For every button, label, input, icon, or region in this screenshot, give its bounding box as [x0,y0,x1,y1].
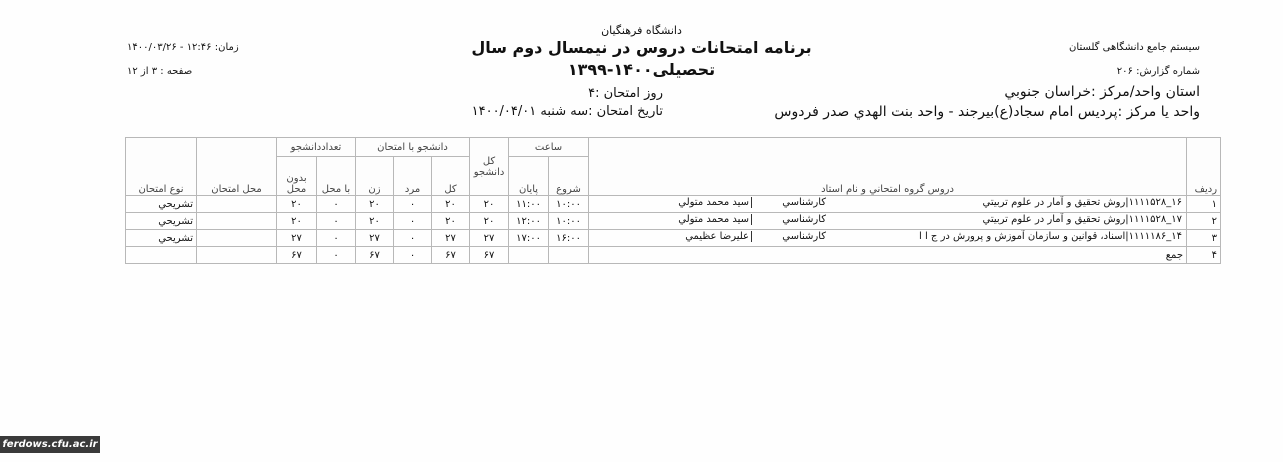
report-title-line1: برنامه امتحانات دروس در نیمسال دوم سال [471,38,812,57]
exam-schedule-table [125,137,1221,264]
start-time: ۱۶:۰۰ [549,230,589,247]
header-with-place: با محل [317,157,356,196]
row-no: ۴ [1187,247,1221,264]
sum-total-students: ۶۷ [470,247,509,264]
start-time: ۱۰:۰۰ [549,213,589,230]
header-course: دروس گروه امتحاني و نام استاد [589,138,1187,196]
header-total: کل [432,157,470,196]
without-place-count: ۲۰ [277,213,317,230]
exam-date-label: تاریخ امتحان :سه شنبه ۱۴۰۰/۰۴/۰۱ [471,104,663,119]
course-name: ۱۷_۱۱۱۱۵۲۸|روش تحقيق و آمار در علوم تربيتي [982,214,1183,225]
exam-type: تشريحي [126,196,197,213]
with-place-count: ۰ [317,230,356,247]
end-time [509,247,549,264]
exam-type: تشريحي [126,230,197,247]
course-cell [589,196,1187,213]
total: ۲۰ [432,213,470,230]
with-place-count: ۰ [317,196,356,213]
header-row-no: رديف [1187,138,1221,196]
total: ۲۷ [432,230,470,247]
exam-place [197,196,277,213]
report-number: شماره گزارش: ۲۰۶ [1116,66,1200,77]
sum-female: ۶۷ [356,247,394,264]
end-time: ۱۷:۰۰ [509,230,549,247]
total: ۲۰ [432,196,470,213]
report-title-line2: تحصیلی۱۴۰۰-۱۳۹۹ [567,60,716,79]
professor-name: سيد محمد متولي [678,197,752,208]
header-exam-type: نوع امتحان [126,138,197,196]
without-place-count: ۲۷ [277,230,317,247]
sum-with-place: ۰ [317,247,356,264]
course-name: ۱۶_۱۱۱۱۵۲۸|روش تحقيق و آمار در علوم تربيتي [982,197,1183,208]
total-students: ۲۰ [470,196,509,213]
exam-place [197,230,277,247]
with-place-count: ۰ [317,213,356,230]
course-name: ۱۴_۱۱۱۱۱۸۶|اسناد، قوانين و سازمان آموزش و پرورش در ج ا ا [919,231,1183,242]
university-name: دانشگاه فرهنگیان [601,24,682,37]
female-count: ۲۷ [356,230,394,247]
total-students: ۲۰ [470,213,509,230]
course-degree: کارشناسي [782,214,827,225]
exam-type [126,247,197,264]
header-total-students: کل دانشجو [470,138,509,196]
female-count: ۲۰ [356,213,394,230]
page-info: صفحه : ۳ از ۱۲ [127,66,193,77]
unit-label: واحد یا مرکز :پرديس امام سجاد(ع)بيرجند - واحد بنت الهدي صدر فردوس [774,104,1200,120]
male-count: ۰ [394,230,432,247]
header-female: زن [356,157,394,196]
row-no: ۲ [1187,213,1221,230]
total-students: ۲۷ [470,230,509,247]
system-name: سیستم جامع دانشگاهی گلستان [1069,42,1200,53]
start-time: ۱۰:۰۰ [549,196,589,213]
sum-row [126,247,1221,264]
start-time [549,247,589,264]
header-end: پايان [509,157,549,196]
sum-total: ۶۷ [432,247,470,264]
report-time: زمان: ۱۲:۴۶ - ۱۴۰۰/۰۳/۲۶ [127,42,239,53]
professor-name: عليرضا عظيمي [685,231,752,242]
end-time: ۱۲:۰۰ [509,213,549,230]
exam-place [197,247,277,264]
table-row [126,196,1221,213]
header-exam-place: محل امتحان [197,138,277,196]
exam-day-label: روز امتحان :۴ [588,86,663,101]
header-without-place: بدون محل [277,157,317,196]
table-row [126,213,1221,230]
course-degree: کارشناسي [782,197,827,208]
end-time: ۱۱:۰۰ [509,196,549,213]
exam-type: تشريحي [126,213,197,230]
course-cell [589,230,1187,247]
header-row-1 [126,138,1221,157]
header-student-count: تعداددانشجو [277,138,356,157]
row-no: ۳ [1187,230,1221,247]
male-count: ۰ [394,213,432,230]
header-time-group: ساعت [509,138,589,157]
sum-label: جمع [589,247,1187,264]
header-students-with-exam: دانشجو با امتحان [356,138,470,157]
course-degree: کارشناسي [782,231,827,242]
male-count: ۰ [394,196,432,213]
header-start: شروع [549,157,589,196]
row-no: ۱ [1187,196,1221,213]
footer-site-watermark: ferdows.cfu.ac.ir [0,436,100,453]
without-place-count: ۲۰ [277,196,317,213]
sum-male: ۰ [394,247,432,264]
table-row [126,230,1221,247]
course-cell [589,213,1187,230]
province-label: استان واحد/مرکز :خراسان جنوبي [1004,84,1200,100]
female-count: ۲۰ [356,196,394,213]
exam-place [197,213,277,230]
sum-without-place: ۶۷ [277,247,317,264]
header-male: مرد [394,157,432,196]
professor-name: سيد محمد متولي [678,214,752,225]
